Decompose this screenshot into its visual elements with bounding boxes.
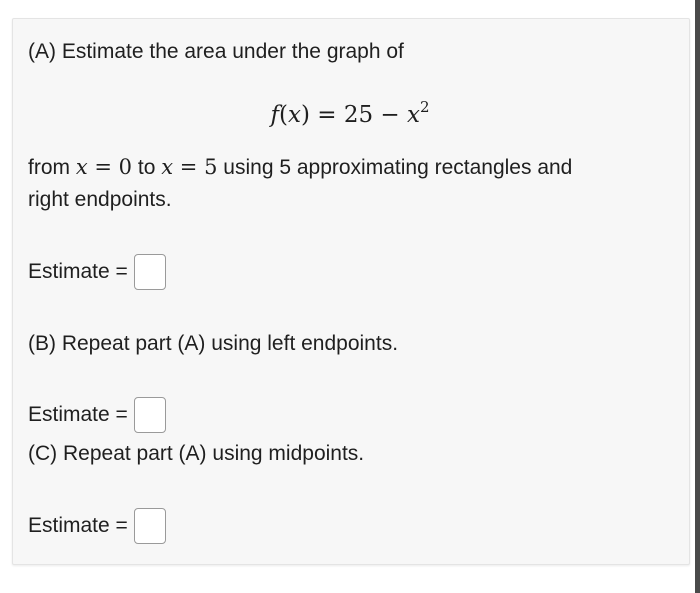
to-word: to [137,156,156,179]
range-eq-1: = [94,155,112,179]
range-line-2: right endpoints. [28,188,172,211]
part-c-prompt: (C) Repeat part (A) using midpoints. [28,442,365,465]
range-var-1: x [75,155,88,179]
part-c-estimate-label: Estimate = [28,514,128,537]
part-a-estimate-row [28,254,166,290]
part-b-estimate-row [28,397,166,433]
range-start-expr [76,155,132,179]
range-start: 0 [118,155,133,179]
scrollbar[interactable] [695,0,700,593]
function-var: x [287,102,301,128]
formula-constant: 25 [343,102,374,128]
range-var-2: x [161,155,174,179]
part-b-answer-input[interactable] [134,397,166,433]
formula-minus: − [380,102,400,128]
part-a-answer-input[interactable] [134,254,166,290]
part-b-prompt: (B) Repeat part (A) using left endpoints. [28,332,399,355]
function-formula: $f(x) = 25 - x^2$ [270,98,430,128]
part-c-answer-input[interactable] [134,508,166,544]
formula-var: x [407,102,420,128]
range-end-expr [161,155,217,179]
part-b-estimate-label: Estimate = [28,403,128,426]
range-end: 5 [204,155,218,179]
formula-exponent: 2 [420,98,430,116]
part-a-estimate-label: Estimate = [28,260,128,283]
formula-equals: = [317,102,337,128]
function-name: f [270,102,279,128]
range-eq-2: = [179,155,198,179]
part-c-estimate-row [28,508,166,544]
from-word: from [28,156,70,179]
range-rest: using 5 approximating rectangles and [223,156,573,179]
range-line [28,152,572,183]
part-a-prompt: (A) Estimate the area under the graph of [28,40,404,63]
